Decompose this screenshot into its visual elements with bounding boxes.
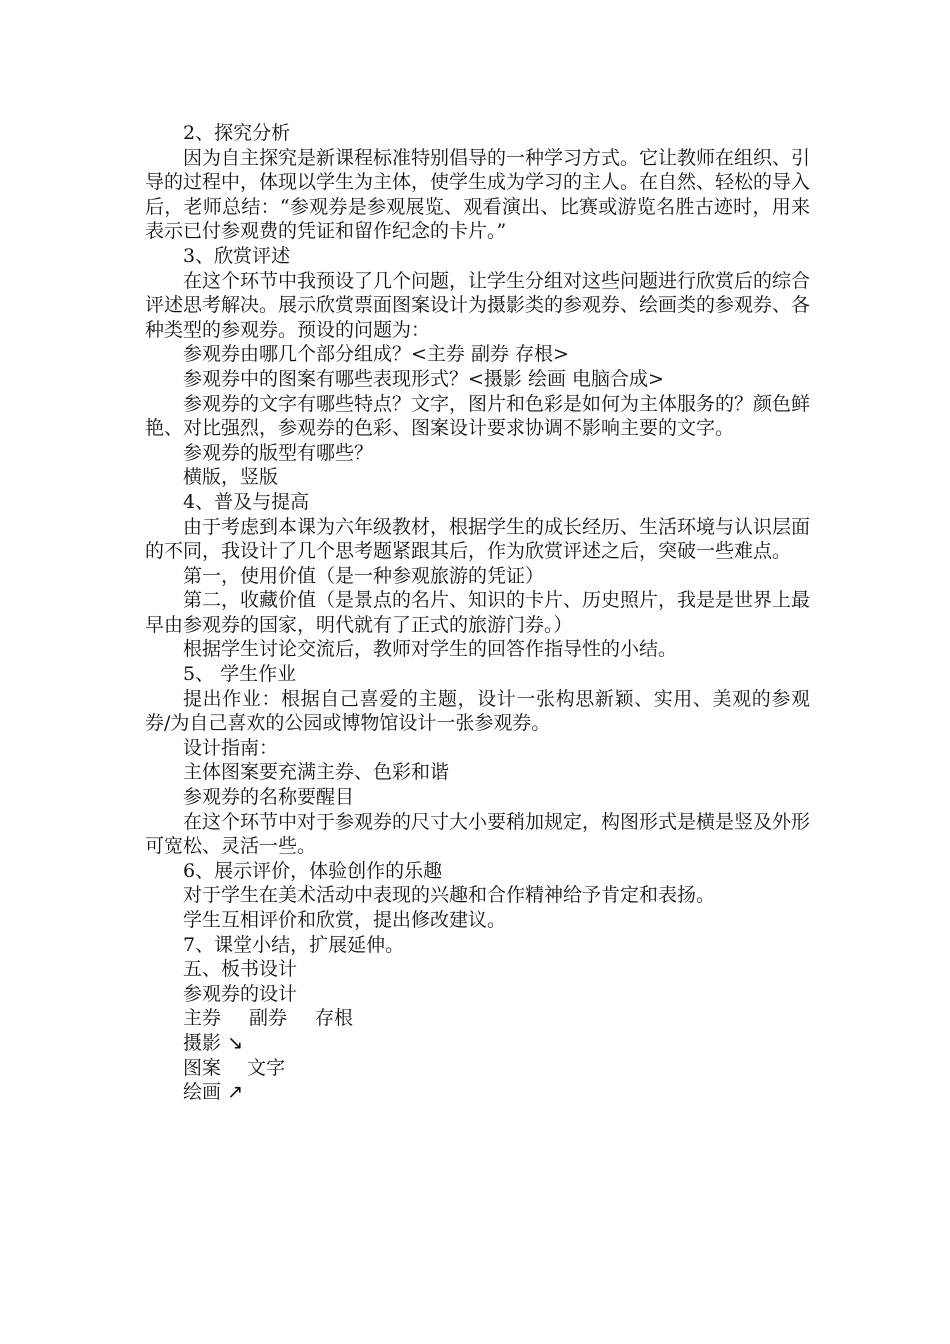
question-forms: 参观券中的图案有哪些表现形式？<摄影 绘画 电脑合成> <box>183 367 664 390</box>
heading-appreciate-review: 3、欣赏评述 <box>183 244 291 267</box>
guide-title: 设计指南： <box>183 736 279 759</box>
board-stub: 存根 <box>315 1007 354 1030</box>
question-layout: 参观券的版型有哪些？ <box>183 441 374 464</box>
paragraph-explore-body: 因为自主探究是新课程标准特别倡导的一种学习方式。它让教师在组织、引导的过程中，体现以学生为主体，使学生成为学习的主人。在自然、轻松的导入后，老师总结：“参观券是参观展览、观看演出、比赛或游览名胜古迹时，用来表示已付参观费的凭证和留作纪念的卡片。” <box>145 146 811 243</box>
board-main-ticket: 主券 <box>183 1007 222 1030</box>
guide-item-name: 参观券的名称要醒目 <box>183 786 355 809</box>
board-text: 文字 <box>247 1056 286 1079</box>
arrow-up-right-icon: ↗ <box>227 1081 243 1104</box>
heading-popularize-improve: 4、普及与提高 <box>183 490 310 513</box>
answer-layout: 横版，竖版 <box>183 466 279 489</box>
arrow-down-right-icon: ↘ <box>227 1031 243 1054</box>
paragraph-peer-review: 学生互相评价和欣赏，提出修改建议。 <box>183 909 507 931</box>
board-photo: 摄影 <box>183 1031 222 1054</box>
point-use-value: 第一，使用价值（是一种参观旅游的凭证） <box>183 564 545 587</box>
board-row-painting <box>145 1080 810 1105</box>
board-painting: 绘画 <box>183 1081 222 1104</box>
point-collection-value: 第二，收藏价值（是景点的名片、知识的卡片、历史照片，我是是世界上最早由参观券的国家，明代就有了正式的旅游门券。） <box>145 589 811 636</box>
question-text-features: 参观券的文字有哪些特点？文字，图片和色彩是如何为主体服务的？颜色鲜艳、对比强烈，参观券的色彩、图案设计要求协调不影响主要的文字。 <box>145 392 811 440</box>
paragraph-praise: 对于学生在美术活动中表现的兴趣和合作精神给予肯定和表扬。 <box>183 884 716 907</box>
question-parts: 参观券由哪几个部分组成？<主券 副券 存根> <box>183 343 569 366</box>
paragraph-appreciate-body: 在这个环节中我预设了几个问题，让学生分组对这些问题进行欣赏后的综合评述思考解决。展示欣赏票面图案设计为摄影类的参观券、绘画类的参观券、各种类型的参观券。预设的问题为： <box>145 269 811 341</box>
heading-homework: 5、 学生作业 <box>183 663 297 686</box>
board-row-photo <box>145 1031 810 1056</box>
board-sub-ticket: 副券 <box>249 1007 288 1030</box>
paragraph-popularize-body: 由于考虑到本课为六年级教材，根据学生的成长经历、生活环境与认识层面的不同，我设计了几个思考题紧跟其后，作为欣赏评述之后，突破一些难点。 <box>145 515 811 563</box>
paragraph-homework-body: 提出作业：根据自己喜爱的主题，设计一张构思新颖、实用、美观的参观券/为自己喜欢的公园或博物馆设计一张参观券。 <box>145 687 810 735</box>
board-title: 参观券的设计 <box>183 982 298 1005</box>
paragraph-size-rules: 在这个环节中对于参观券的尺寸大小要稍加规定，构图形式是横是竖及外形可宽松、灵活一些。 <box>145 810 811 858</box>
paragraph-summary: 根据学生讨论交流后，教师对学生的回答作指导性的小结。 <box>183 638 678 661</box>
heading-display-evaluate: 6、展示评价，体验创作的乐趣 <box>183 859 443 882</box>
heading-board-design: 五、板书设计 <box>183 958 298 981</box>
board-pattern: 图案 <box>183 1056 222 1079</box>
document-page <box>145 121 810 1105</box>
board-row-pattern-text <box>145 1056 810 1081</box>
board-row-parts <box>145 1006 810 1031</box>
heading-class-summary: 7、课堂小结，扩展延伸。 <box>183 933 405 956</box>
guide-item-pattern: 主体图案要充满主券、色彩和谐 <box>183 761 450 784</box>
heading-explore-analysis: 2、探究分析 <box>183 122 291 144</box>
